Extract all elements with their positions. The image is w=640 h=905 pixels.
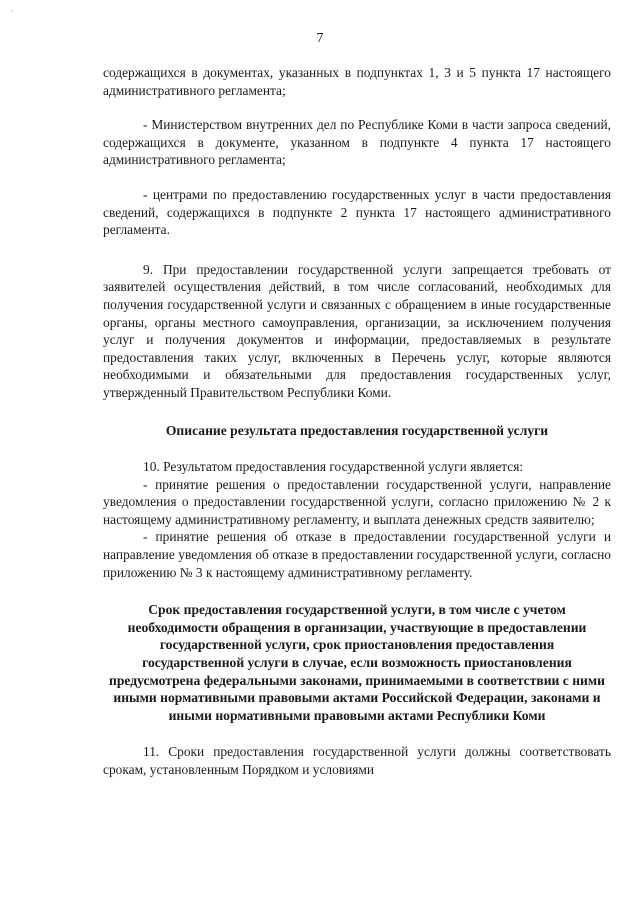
- paragraph-8-mvd: - Министерством внутренних дел по Республике Коми в части запроса сведений, содержащихся в документе, указанном в подпункте 4 пункта 17 настоящего административного регламента;: [103, 117, 611, 168]
- paragraph-11-start: 11. Сроки предоставления государственной услуги должны соответствовать срокам, установленным Порядком и условиями: [103, 744, 611, 777]
- page-number: 7: [316, 31, 324, 46]
- section-heading-result: Описание результата предоставления государственной услуги: [165, 422, 549, 438]
- paragraph-10-item-refusal: - принятие решения об отказе в предоставлении государственной услуги и направление уведомления об отказе в предоставлении государственной услуги, согласно приложению № 3 к настоящему административному регламенту.: [103, 529, 611, 580]
- section-heading-terms: Срок предоставления государственной услуги, в том числе с учетом необходимости обращения в организации, участвующие в предоставлении государственной услуги, срок приостановления предоставления государственной услуги в случае, если возможность приостановления предусмотрена федеральными законами, принимаемыми в соответствии с ними иными нормативными правовыми актами Российской Федерации, законами и иными нормативными правовыми актами Республики Коми: [109, 602, 605, 723]
- paragraph-9: 9. При предоставлении государственной услуги запрещается требовать от заявителей осуществления действий, в том числе согласований, необходимых для получения государственной услуги и связанных с обращением в иные государственные органы, органы местного самоуправления, организации, за исключением получения услуг и получения документов и информации, предоставляемых в результате предоставления таких услуг, включенных в Перечень услуг, которые являются необходимыми и обязательными для предоставления государственных услуг, утвержденный Правительством Республики Коми.: [103, 261, 611, 400]
- paragraph-10-intro: 10. Результатом предоставления государственной услуги является:: [143, 459, 524, 475]
- paragraph-10-item-grant: - принятие решения о предоставлении государственной услуги, направление уведомления о предоставлении государственной услуги, согласно приложению № 2 к настоящему административному регламенту, и выплата денежных средств заявителю;: [103, 476, 611, 527]
- scan-mark: `: [10, 10, 14, 21]
- paragraph-8-service-centers: - центрами по предоставлению государственных услуг в части предоставления сведений, содержащихся в подпункте 2 пункта 17 настоящего административного регламента.: [103, 186, 611, 238]
- paragraph-8-continuation: содержащихся в документах, указанных в подпунктах 1, 3 и 5 пункта 17 настоящего административного регламента;: [103, 65, 611, 98]
- document-body: [103, 64, 611, 779]
